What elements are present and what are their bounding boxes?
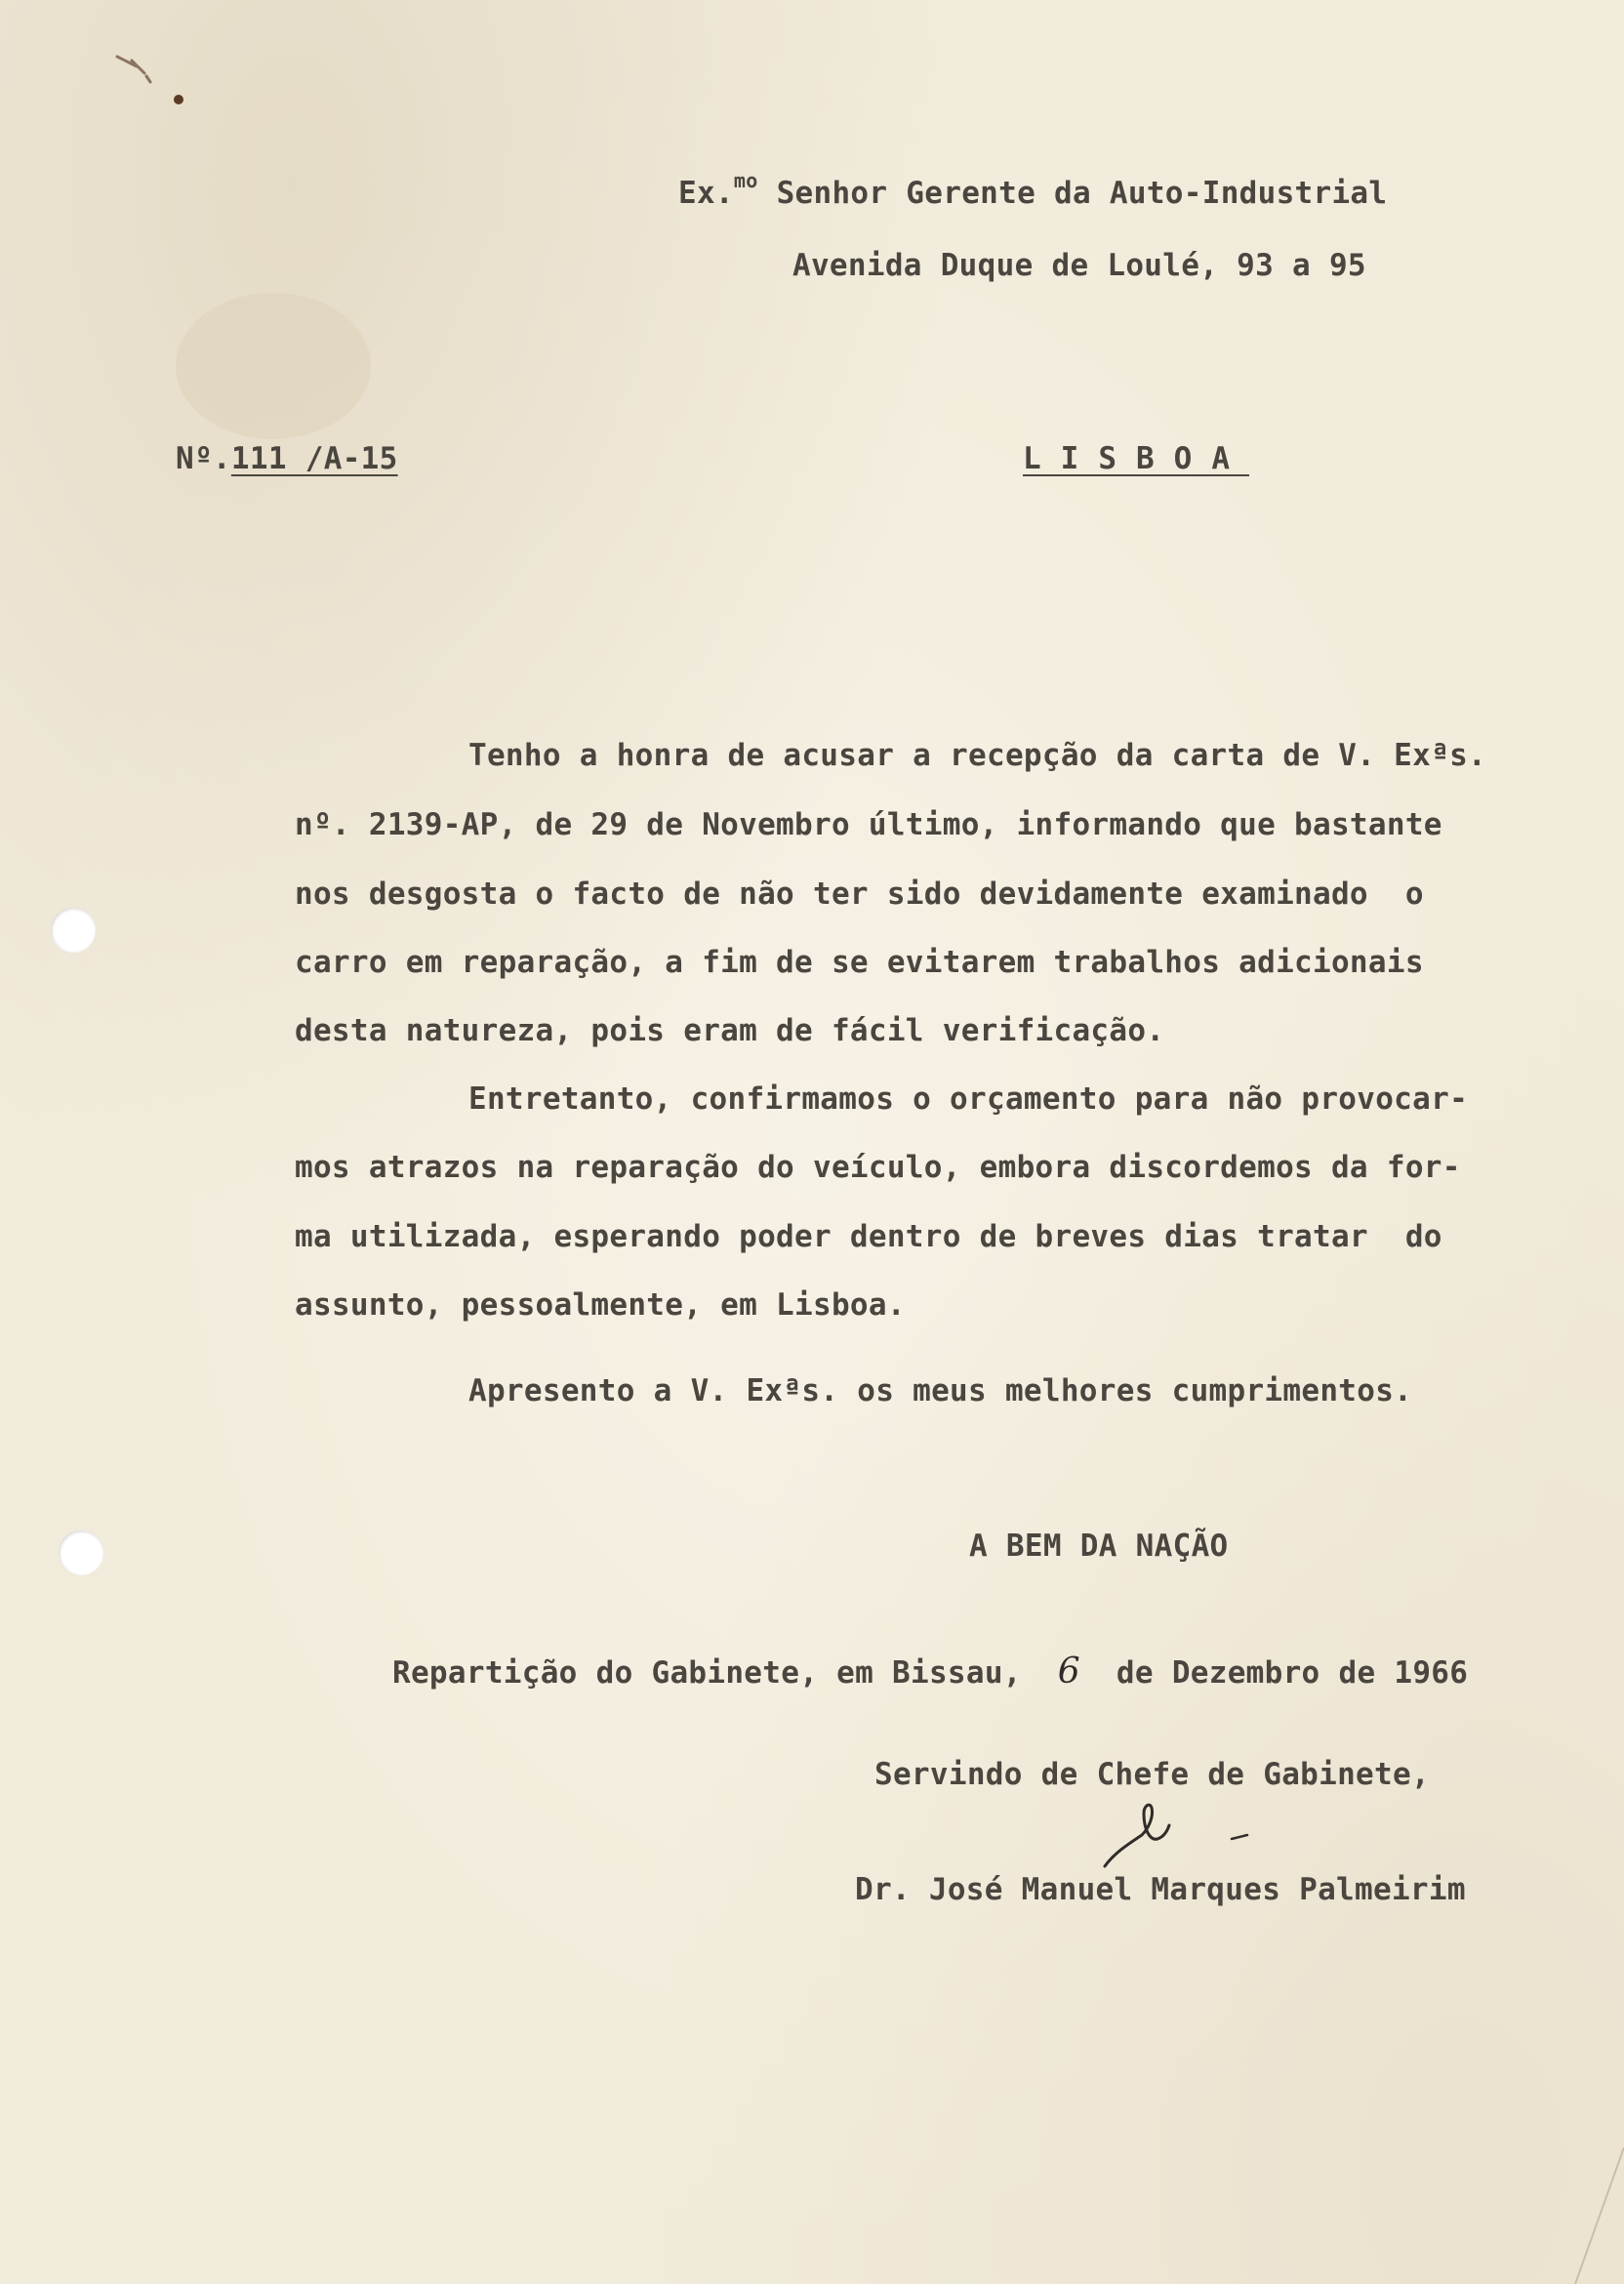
date-month-year: de Dezembro de 1966 (1116, 1655, 1469, 1691)
closing-motto: A BEM DA NAÇÃO (969, 1529, 1229, 1564)
punch-hole-bottom (59, 1530, 103, 1575)
signatory-name: Dr. José Manuel Marques Palmeirim (855, 1872, 1466, 1907)
recipient-title: Senhor Gerente da Auto-Industrial (776, 176, 1388, 211)
body-line: nº. 2139-AP, de 29 de Novembro último, informando que bastante (295, 807, 1442, 842)
date-day-handwritten: 6 (1057, 1652, 1080, 1692)
reference-number (176, 441, 398, 476)
city-heading: LISBOA (1023, 441, 1249, 476)
reference-prefix: Nº. (176, 441, 231, 476)
body-line: nos desgosta o facto de não ter sido devidamente examinado o (295, 877, 1424, 912)
signatory-role: Servindo de Chefe de Gabinete, (874, 1757, 1430, 1792)
recipient-line-1 (678, 169, 1388, 211)
body-line: carro em reparação, a fim de se evitarem trabalhos adicionais (295, 945, 1424, 980)
body-line: Apresento a V. Exªs. os meus melhores cumprimentos. (468, 1373, 1413, 1408)
ink-mark-icon (107, 39, 195, 127)
handwritten-signature (1093, 1796, 1259, 1874)
date-line (392, 1652, 1468, 1692)
punch-hole-top (51, 908, 96, 953)
body-line: desta natureza, pois eram de fácil verificação. (295, 1013, 1165, 1048)
salutation-superscript: mo (733, 169, 758, 192)
date-location: Repartição do Gabinete, em Bissau, (392, 1655, 1022, 1691)
body-line: ma utilizada, esperando poder dentro de breves dias tratar do (295, 1219, 1442, 1254)
paper-stain (176, 293, 371, 439)
body-line: mos atrazos na reparação do veículo, embora discordemos da for- (295, 1150, 1461, 1185)
body-line: assunto, pessoalmente, em Lisboa. (295, 1287, 906, 1323)
reference-value: 111 /A-15 (230, 441, 398, 476)
corner-crease (1565, 2147, 1624, 2284)
recipient-line-2: Avenida Duque de Loulé, 93 a 95 (792, 248, 1366, 283)
body-line: Tenho a honra de acusar a recepção da carta de V. Exªs. (468, 738, 1486, 773)
salutation: Ex. (678, 176, 734, 211)
body-line: Entretanto, confirmamos o orçamento para não provocar- (468, 1081, 1469, 1117)
